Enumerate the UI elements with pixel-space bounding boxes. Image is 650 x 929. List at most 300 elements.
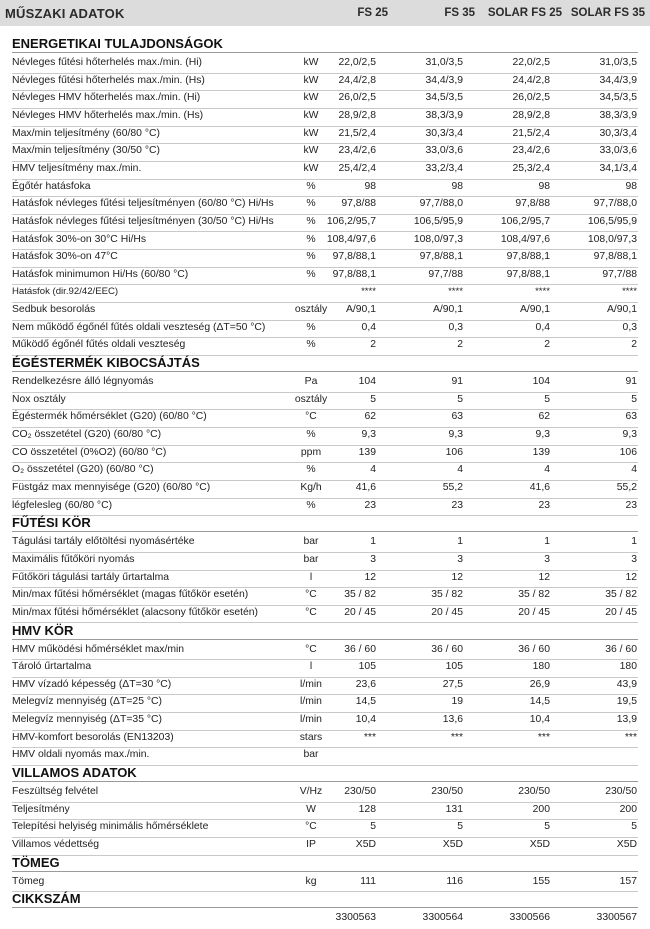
value-fs35: 97,8/88,1 xyxy=(419,251,463,263)
row-label: Hatásfok névleges fűtési teljesítményen (30/50 °C) Hi/Hs xyxy=(12,215,274,227)
value-fs35: 55,2 xyxy=(442,481,463,493)
table-row xyxy=(12,128,638,145)
table-row xyxy=(12,464,638,481)
table-row xyxy=(12,696,638,713)
value-fs25: 111 xyxy=(360,875,376,887)
value-fs25: 3300563 xyxy=(335,912,376,924)
value-fs25: 0,4 xyxy=(361,321,376,333)
value-solar-fs25: 21,5/2,4 xyxy=(512,127,550,139)
value-solar-fs35: 31,0/3,5 xyxy=(599,57,637,68)
table-row xyxy=(12,110,638,127)
value-solar-fs25: 20 / 45 xyxy=(518,606,550,618)
value-fs35: 19 xyxy=(451,696,463,708)
table-row xyxy=(12,198,638,215)
value-fs25: 23,6 xyxy=(355,678,376,690)
section-title: HMV KÖR xyxy=(12,623,638,640)
value-fs25: 10,4 xyxy=(355,714,376,726)
value-solar-fs35: 38,3/3,9 xyxy=(599,109,637,121)
value-fs35: 97,7/88 xyxy=(428,268,463,280)
value-fs25: **** xyxy=(361,286,376,298)
value-solar-fs35: 3300567 xyxy=(596,912,637,924)
value-solar-fs35: 106 xyxy=(619,446,637,458)
value-solar-fs35: 108,0/97,3 xyxy=(587,233,637,245)
row-label: HMV vízadó képesség (ΔT=30 °C) xyxy=(12,678,172,690)
value-fs35: 12 xyxy=(451,571,463,583)
row-label: HMV-komfort besorolás (EN13203) xyxy=(12,731,174,743)
value-fs35: 2 xyxy=(457,339,463,351)
table-row xyxy=(12,163,638,180)
value-fs25: 25,4/2,4 xyxy=(338,162,376,174)
row-unit: l xyxy=(309,661,313,673)
value-fs35: 5 xyxy=(457,393,463,405)
value-fs35: 34,4/3,9 xyxy=(425,74,463,86)
value-fs25: 28,9/2,8 xyxy=(338,109,376,121)
table-row xyxy=(12,447,638,464)
row-label: CO összetétel (0%O2) (60/80 °C) xyxy=(12,446,167,458)
value-fs35: 105 xyxy=(445,661,463,673)
section-title: TÖMEG xyxy=(12,855,638,872)
value-solar-fs25: 106,2/95,7 xyxy=(500,215,550,227)
value-solar-fs25: 4 xyxy=(544,464,550,476)
value-solar-fs25: 97,8/88,1 xyxy=(506,251,550,263)
value-fs35: 27,5 xyxy=(442,678,463,690)
value-solar-fs35: 23 xyxy=(625,499,637,511)
value-solar-fs25: 97,8/88 xyxy=(515,198,550,210)
row-unit: V/Hz xyxy=(299,786,323,798)
row-label: HMV teljesítmény max./min. xyxy=(12,162,142,174)
value-fs25: 12 xyxy=(364,571,376,583)
row-label: Tároló űrtartalma xyxy=(12,661,92,673)
row-label: Melegvíz mennyiség (ΔT=25 °C) xyxy=(12,696,162,708)
value-solar-fs25: 36 / 60 xyxy=(518,643,550,655)
row-label: Villamos védettség xyxy=(12,839,100,850)
row-unit: Pa xyxy=(304,376,318,388)
row-label: Nem működő égőnél fűtés oldali veszteség (ΔT=50 °C) xyxy=(12,321,266,333)
row-unit: kW xyxy=(303,57,319,68)
row-unit: % xyxy=(306,499,316,511)
value-solar-fs35: 36 / 60 xyxy=(605,643,637,655)
row-unit: bar xyxy=(303,553,319,565)
value-solar-fs25: 62 xyxy=(538,411,550,423)
value-fs35: *** xyxy=(450,731,463,743)
value-fs25: 106,2/95,7 xyxy=(326,215,376,227)
table-row xyxy=(12,644,638,661)
value-fs25: 20 / 45 xyxy=(344,606,376,618)
row-label: Feszültség felvétel xyxy=(12,786,99,798)
section-title: ÉGÉSTERMÉK KIBOCSÁJTÁS xyxy=(12,355,638,372)
value-solar-fs25: 3300566 xyxy=(509,912,550,924)
value-fs25: 139 xyxy=(358,446,376,458)
row-unit: °C xyxy=(305,821,317,833)
row-unit: % xyxy=(306,198,316,210)
row-label: Maximális fűtőköri nyomás xyxy=(12,553,135,565)
value-solar-fs35: A/90,1 xyxy=(606,304,637,316)
table-row xyxy=(12,304,638,321)
value-fs35: 5 xyxy=(457,821,463,833)
value-solar-fs35: 106,5/95,9 xyxy=(587,215,637,227)
value-fs25: 97,8/88 xyxy=(341,198,376,210)
value-solar-fs25: 26,0/2,5 xyxy=(512,92,550,104)
value-fs25: 98 xyxy=(364,180,376,192)
value-solar-fs35: 180 xyxy=(619,661,637,673)
value-fs25: 23 xyxy=(364,499,376,511)
row-unit: % xyxy=(306,251,316,263)
row-label: Hatásfok 30%-on 47°C xyxy=(12,251,118,263)
row-label: Melegvíz mennyiség (ΔT=35 °C) xyxy=(12,714,162,726)
value-fs35: 36 / 60 xyxy=(431,643,463,655)
row-unit: % xyxy=(306,180,316,192)
row-unit: % xyxy=(306,233,316,245)
value-fs25: 108,4/97,6 xyxy=(326,233,376,245)
value-fs25: 23,4/2,6 xyxy=(338,145,376,157)
table-row xyxy=(12,804,638,821)
table-row xyxy=(12,732,638,749)
value-solar-fs25: 23,4/2,6 xyxy=(512,145,550,157)
value-solar-fs25: 23 xyxy=(538,499,550,511)
row-unit: °C xyxy=(305,411,317,423)
value-fs25: 105 xyxy=(358,661,376,673)
row-unit: kW xyxy=(303,109,319,121)
value-solar-fs25: 41,6 xyxy=(529,481,550,493)
row-label: légfelesleg (60/80 °C) xyxy=(12,499,113,511)
row-unit: % xyxy=(306,268,316,280)
row-label: Max/min teljesítmény (30/50 °C) xyxy=(12,145,160,157)
value-solar-fs25: 3 xyxy=(544,553,550,565)
value-solar-fs25: A/90,1 xyxy=(519,304,550,316)
value-solar-fs25: 98 xyxy=(538,180,550,192)
table-row xyxy=(12,339,638,356)
value-solar-fs35: 0,3 xyxy=(622,321,637,333)
value-solar-fs25: 5 xyxy=(544,393,550,405)
value-fs25: 3 xyxy=(370,553,376,565)
value-solar-fs25: 25,3/2,4 xyxy=(512,162,550,174)
column-header-fs35: FS 35 xyxy=(444,7,475,19)
value-solar-fs25: 28,9/2,8 xyxy=(512,109,550,121)
section-title: FŰTÉSI KÖR xyxy=(12,515,638,532)
value-solar-fs25: 0,4 xyxy=(535,321,550,333)
value-fs25: 9,3 xyxy=(361,429,376,440)
value-fs25: 21,5/2,4 xyxy=(338,127,376,139)
value-fs35: 108,0/97,3 xyxy=(413,233,463,245)
row-unit: °C xyxy=(305,606,317,618)
row-label: Rendelkezésre álló légnyomás xyxy=(12,376,154,388)
table-row xyxy=(12,607,638,624)
value-solar-fs25: 2 xyxy=(544,339,550,351)
value-fs25: 41,6 xyxy=(355,481,376,493)
row-unit: bar xyxy=(303,536,319,548)
value-fs25: 5 xyxy=(370,393,376,405)
value-fs25: A/90,1 xyxy=(345,304,376,316)
value-solar-fs25: 139 xyxy=(532,446,550,458)
row-label: Névleges HMV hőterhelés max./min. (Hi) xyxy=(12,92,201,104)
value-fs25: X5D xyxy=(355,839,376,850)
row-unit: l/min xyxy=(300,696,322,708)
value-solar-fs35: 30,3/3,4 xyxy=(599,127,637,139)
value-solar-fs35: 55,2 xyxy=(616,481,637,493)
value-solar-fs35: 34,4/3,9 xyxy=(599,74,637,86)
value-fs25: 22,0/2,5 xyxy=(338,57,376,68)
value-solar-fs35: 19,5 xyxy=(616,696,637,708)
value-solar-fs25: 9,3 xyxy=(535,429,550,440)
value-fs25: 97,8/88,1 xyxy=(332,268,376,280)
spec-table-header xyxy=(0,0,650,26)
row-label: HMV oldali nyomás max./min. xyxy=(12,749,150,761)
table-row xyxy=(12,429,638,446)
page-title: MŰSZAKI ADATOK xyxy=(5,6,125,21)
value-fs35: 34,5/3,5 xyxy=(425,92,463,104)
table-row xyxy=(12,57,638,74)
value-solar-fs35: 97,8/88,1 xyxy=(593,251,637,263)
row-label: Hatásfok (dir.92/42/EEC) xyxy=(12,286,119,298)
table-row xyxy=(12,589,638,606)
value-fs25: 62 xyxy=(364,411,376,423)
table-row xyxy=(12,749,638,766)
value-fs35: 1 xyxy=(457,536,463,548)
value-solar-fs35: 98 xyxy=(625,180,637,192)
value-fs25: 104 xyxy=(358,376,376,388)
row-label: Max/min teljesítmény (60/80 °C) xyxy=(12,127,160,139)
value-solar-fs35: 34,5/3,5 xyxy=(599,92,637,104)
value-solar-fs25: 26,9 xyxy=(529,678,550,690)
row-label: Égőtér hatásfoka xyxy=(12,180,91,192)
table-row xyxy=(12,92,638,109)
row-label: Névleges fűtési hőterhelés max./min. (Hs) xyxy=(12,74,205,86)
row-label: Hatásfok 30%-on 30°C Hi/Hs xyxy=(12,233,147,245)
section-title: VILLAMOS ADATOK xyxy=(12,765,638,782)
value-fs25: 1 xyxy=(370,536,376,548)
value-fs35: 3300564 xyxy=(422,912,463,924)
value-solar-fs35: 97,7/88,0 xyxy=(593,198,637,210)
value-fs25: 230/50 xyxy=(344,786,376,798)
value-solar-fs35: 35 / 82 xyxy=(605,589,637,601)
value-fs25: 36 / 60 xyxy=(344,643,376,655)
row-label: Tágulási tartály előtöltési nyomásértéke xyxy=(12,536,195,548)
value-solar-fs35: 5 xyxy=(631,821,637,833)
table-row xyxy=(12,839,638,856)
table-row xyxy=(12,376,638,393)
row-label: Tömeg xyxy=(12,875,45,887)
row-unit: W xyxy=(306,803,316,815)
value-fs35: 38,3/3,9 xyxy=(425,109,463,121)
table-row xyxy=(12,661,638,678)
value-solar-fs25: 24,4/2,8 xyxy=(512,74,550,86)
value-solar-fs25: 97,8/88,1 xyxy=(506,268,550,280)
table-row xyxy=(12,786,638,803)
value-fs35: 106,5/95,9 xyxy=(413,215,463,227)
value-fs25: 4 xyxy=(370,464,376,476)
row-unit: bar xyxy=(303,749,319,761)
row-label: Fűtőköri tágulási tartály űrtartalma xyxy=(12,571,170,583)
value-solar-fs25: 14,5 xyxy=(529,696,550,708)
value-fs35: **** xyxy=(448,286,463,298)
table-row xyxy=(12,500,638,517)
row-label: Min/max fűtési hőmérséklet (magas fűtőkör esetén) xyxy=(12,589,249,601)
table-row xyxy=(12,394,638,411)
row-unit: stars xyxy=(299,731,323,743)
value-solar-fs35: 2 xyxy=(631,339,637,351)
table-row xyxy=(12,482,638,499)
value-solar-fs25: 1 xyxy=(544,536,550,548)
table-row xyxy=(12,912,638,929)
value-solar-fs25: **** xyxy=(535,286,550,298)
value-fs35: 33,0/3,6 xyxy=(425,145,463,157)
value-solar-fs35: 91 xyxy=(625,376,637,388)
row-unit: °C xyxy=(305,589,317,601)
value-solar-fs35: 5 xyxy=(631,393,637,405)
row-unit: % xyxy=(306,321,316,333)
table-row xyxy=(12,286,638,303)
value-fs25: 24,4/2,8 xyxy=(338,74,376,86)
row-unit: % xyxy=(306,429,316,440)
value-fs35: 23 xyxy=(451,499,463,511)
table-row xyxy=(12,714,638,731)
value-fs25: 14,5 xyxy=(355,696,376,708)
value-solar-fs25: 35 / 82 xyxy=(518,589,550,601)
table-row xyxy=(12,536,638,553)
row-label: Min/max fűtési hőmérséklet (alacsony fűtőkör esetén) xyxy=(12,606,259,618)
row-unit: % xyxy=(306,464,316,476)
section-title: ENERGETIKAI TULAJDONSÁGOK xyxy=(12,36,638,53)
value-fs25: *** xyxy=(363,731,376,743)
value-fs35: 98 xyxy=(451,180,463,192)
row-label: Füstgáz max mennyisége (G20) (60/80 °C) xyxy=(12,481,211,493)
value-solar-fs35: **** xyxy=(622,286,637,298)
value-solar-fs35: 1 xyxy=(631,536,637,548)
value-solar-fs35: 230/50 xyxy=(605,786,637,798)
value-fs35: 30,3/3,4 xyxy=(425,127,463,139)
table-row xyxy=(12,181,638,198)
value-fs35: 33,2/3,4 xyxy=(425,162,463,174)
value-solar-fs25: 200 xyxy=(532,803,550,815)
row-label: HMV működési hőmérséklet max/min xyxy=(12,643,185,655)
row-label: Működő égőnél fűtés oldali veszteség xyxy=(12,339,186,351)
row-unit: kW xyxy=(303,127,319,139)
value-fs35: 9,3 xyxy=(448,429,463,440)
table-row xyxy=(12,411,638,428)
row-label: Sedbuk besorolás xyxy=(12,304,96,316)
value-fs35: A/90,1 xyxy=(432,304,463,316)
value-fs35: 91 xyxy=(451,376,463,388)
value-fs35: 0,3 xyxy=(448,321,463,333)
row-unit: % xyxy=(306,339,316,351)
row-unit: kW xyxy=(303,74,319,86)
row-label: Teljesítmény xyxy=(12,803,70,815)
table-row xyxy=(12,572,638,589)
row-label: Hatásfok minimumon Hi/Hs (60/80 °C) xyxy=(12,268,189,280)
value-solar-fs35: 33,0/3,6 xyxy=(599,145,637,157)
table-row xyxy=(12,679,638,696)
value-fs25: 5 xyxy=(370,821,376,833)
row-unit: l/min xyxy=(300,714,322,726)
value-solar-fs25: 230/50 xyxy=(518,786,550,798)
value-fs25: 35 / 82 xyxy=(344,589,376,601)
row-unit: % xyxy=(306,215,316,227)
table-row xyxy=(12,876,638,893)
value-solar-fs35: 13,9 xyxy=(616,714,637,726)
value-solar-fs25: 104 xyxy=(532,376,550,388)
column-header-solar-fs35: SOLAR FS 35 xyxy=(570,7,645,19)
value-solar-fs35: *** xyxy=(624,731,637,743)
row-unit: l xyxy=(309,571,313,583)
row-unit: osztály xyxy=(294,393,328,405)
value-solar-fs35: X5D xyxy=(616,839,637,850)
value-solar-fs35: 20 / 45 xyxy=(605,606,637,618)
value-fs35: 230/50 xyxy=(431,786,463,798)
value-solar-fs25: 12 xyxy=(538,571,550,583)
table-row xyxy=(12,234,638,251)
row-unit: kg xyxy=(305,875,317,887)
row-unit: IP xyxy=(306,839,316,850)
value-fs35: 97,7/88,0 xyxy=(419,198,463,210)
value-fs35: 63 xyxy=(451,411,463,423)
table-row xyxy=(12,75,638,92)
row-label: Hatásfok névleges fűtési teljesítményen (60/80 °C) Hi/Hs xyxy=(12,198,274,210)
value-solar-fs35: 157 xyxy=(619,875,637,887)
row-label: Névleges fűtési hőterhelés max./min. (Hi) xyxy=(12,57,202,68)
value-solar-fs35: 200 xyxy=(619,803,637,815)
value-solar-fs25: X5D xyxy=(529,839,550,850)
table-row xyxy=(12,251,638,268)
row-label: O₂ összetétel (G20) (60/80 °C) xyxy=(12,464,154,476)
value-fs25: 128 xyxy=(358,803,376,815)
row-label: CO₂ összetétel (G20) (60/80 °C) xyxy=(12,429,162,440)
row-unit: Kg/h xyxy=(300,481,322,493)
value-fs35: 106 xyxy=(445,446,463,458)
row-unit: l/min xyxy=(300,678,322,690)
row-label: Névleges HMV hőterhelés max./min. (Hs) xyxy=(12,109,204,121)
row-label: Telepítési helyiség minimális hőmérséklete xyxy=(12,821,209,833)
column-header-fs25: FS 25 xyxy=(357,7,388,19)
value-solar-fs25: 22,0/2,5 xyxy=(512,57,550,68)
value-fs25: 2 xyxy=(370,339,376,351)
value-solar-fs35: 43,9 xyxy=(616,678,637,690)
table-row xyxy=(12,554,638,571)
value-fs35: 116 xyxy=(446,875,463,887)
value-fs35: X5D xyxy=(442,839,463,850)
value-fs35: 20 / 45 xyxy=(431,606,463,618)
value-solar-fs35: 4 xyxy=(631,464,637,476)
value-solar-fs25: *** xyxy=(537,731,550,743)
value-solar-fs35: 63 xyxy=(625,411,637,423)
value-fs25: 26,0/2,5 xyxy=(338,92,376,104)
table-row xyxy=(12,145,638,162)
table-row xyxy=(12,821,638,838)
value-solar-fs35: 3 xyxy=(631,553,637,565)
value-solar-fs25: 155 xyxy=(532,875,550,887)
row-unit: kW xyxy=(303,92,319,104)
section-title: CIKKSZÁM xyxy=(12,891,638,908)
row-unit: osztály xyxy=(294,304,328,316)
value-fs35: 31,0/3,5 xyxy=(425,57,463,68)
table-row xyxy=(12,269,638,286)
value-solar-fs25: 5 xyxy=(544,821,550,833)
row-unit: ppm xyxy=(300,446,322,458)
row-unit: °C xyxy=(305,643,317,655)
row-unit: kW xyxy=(303,162,319,174)
value-fs35: 131 xyxy=(445,803,463,815)
table-row xyxy=(12,216,638,233)
row-label: Nox osztály xyxy=(12,393,66,405)
value-fs35: 35 / 82 xyxy=(431,589,463,601)
row-label: Égéstermék hőmérséklet (G20) (60/80 °C) xyxy=(12,411,207,423)
value-fs35: 3 xyxy=(457,553,463,565)
value-solar-fs35: 9,3 xyxy=(622,429,637,440)
value-solar-fs35: 12 xyxy=(625,571,637,583)
value-solar-fs35: 34,1/3,4 xyxy=(599,162,637,174)
value-solar-fs25: 10,4 xyxy=(529,714,550,726)
value-solar-fs35: 97,7/88 xyxy=(602,268,637,280)
value-solar-fs25: 108,4/97,6 xyxy=(500,233,550,245)
